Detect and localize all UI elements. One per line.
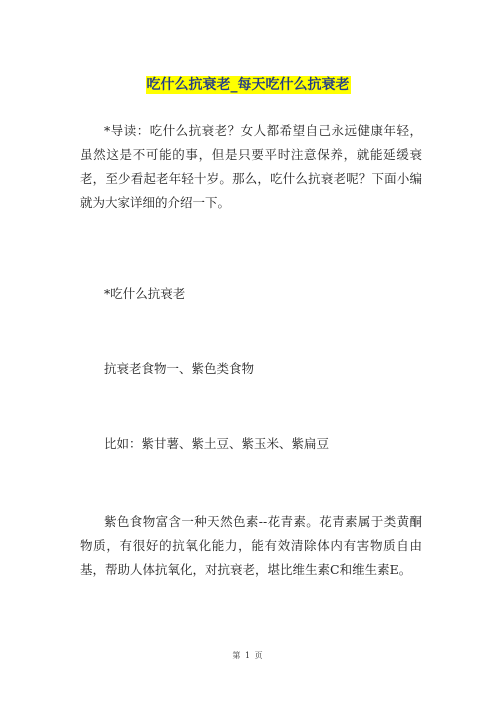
body-paragraph: 紫色食物富含一种天然色素--花青素。花青素属于类黄酮物质，有很好的抗氧化能力，能有效清除体内有害物质自由基，帮助人体抗氧化，对抗衰老，堪比维生素C和维生素E。	[80, 514, 422, 577]
intro-paragraph: *导读：吃什么抗衰老？女人都希望自己永远健康年轻，虽然这是不可能的事，但是只要平时注意保养，就能延缓衰老，至少看起老年轻十岁。那么，吃什么抗衰老呢？下面小编就为大家详细的介绍一下。	[80, 123, 422, 210]
document-title-text: 吃什么抗衰老_每天吃什么抗衰老	[146, 77, 350, 93]
example-paragraph: 比如：紫甘薯、紫土豆、紫玉米、紫扁豆	[104, 436, 330, 451]
page-number-footer: 第 1 页	[232, 651, 264, 660]
section-heading: *吃什么抗衰老	[104, 286, 186, 301]
food-item-heading: 抗衰老食物一、紫色类食物	[104, 361, 255, 376]
document-title	[0, 76, 496, 94]
